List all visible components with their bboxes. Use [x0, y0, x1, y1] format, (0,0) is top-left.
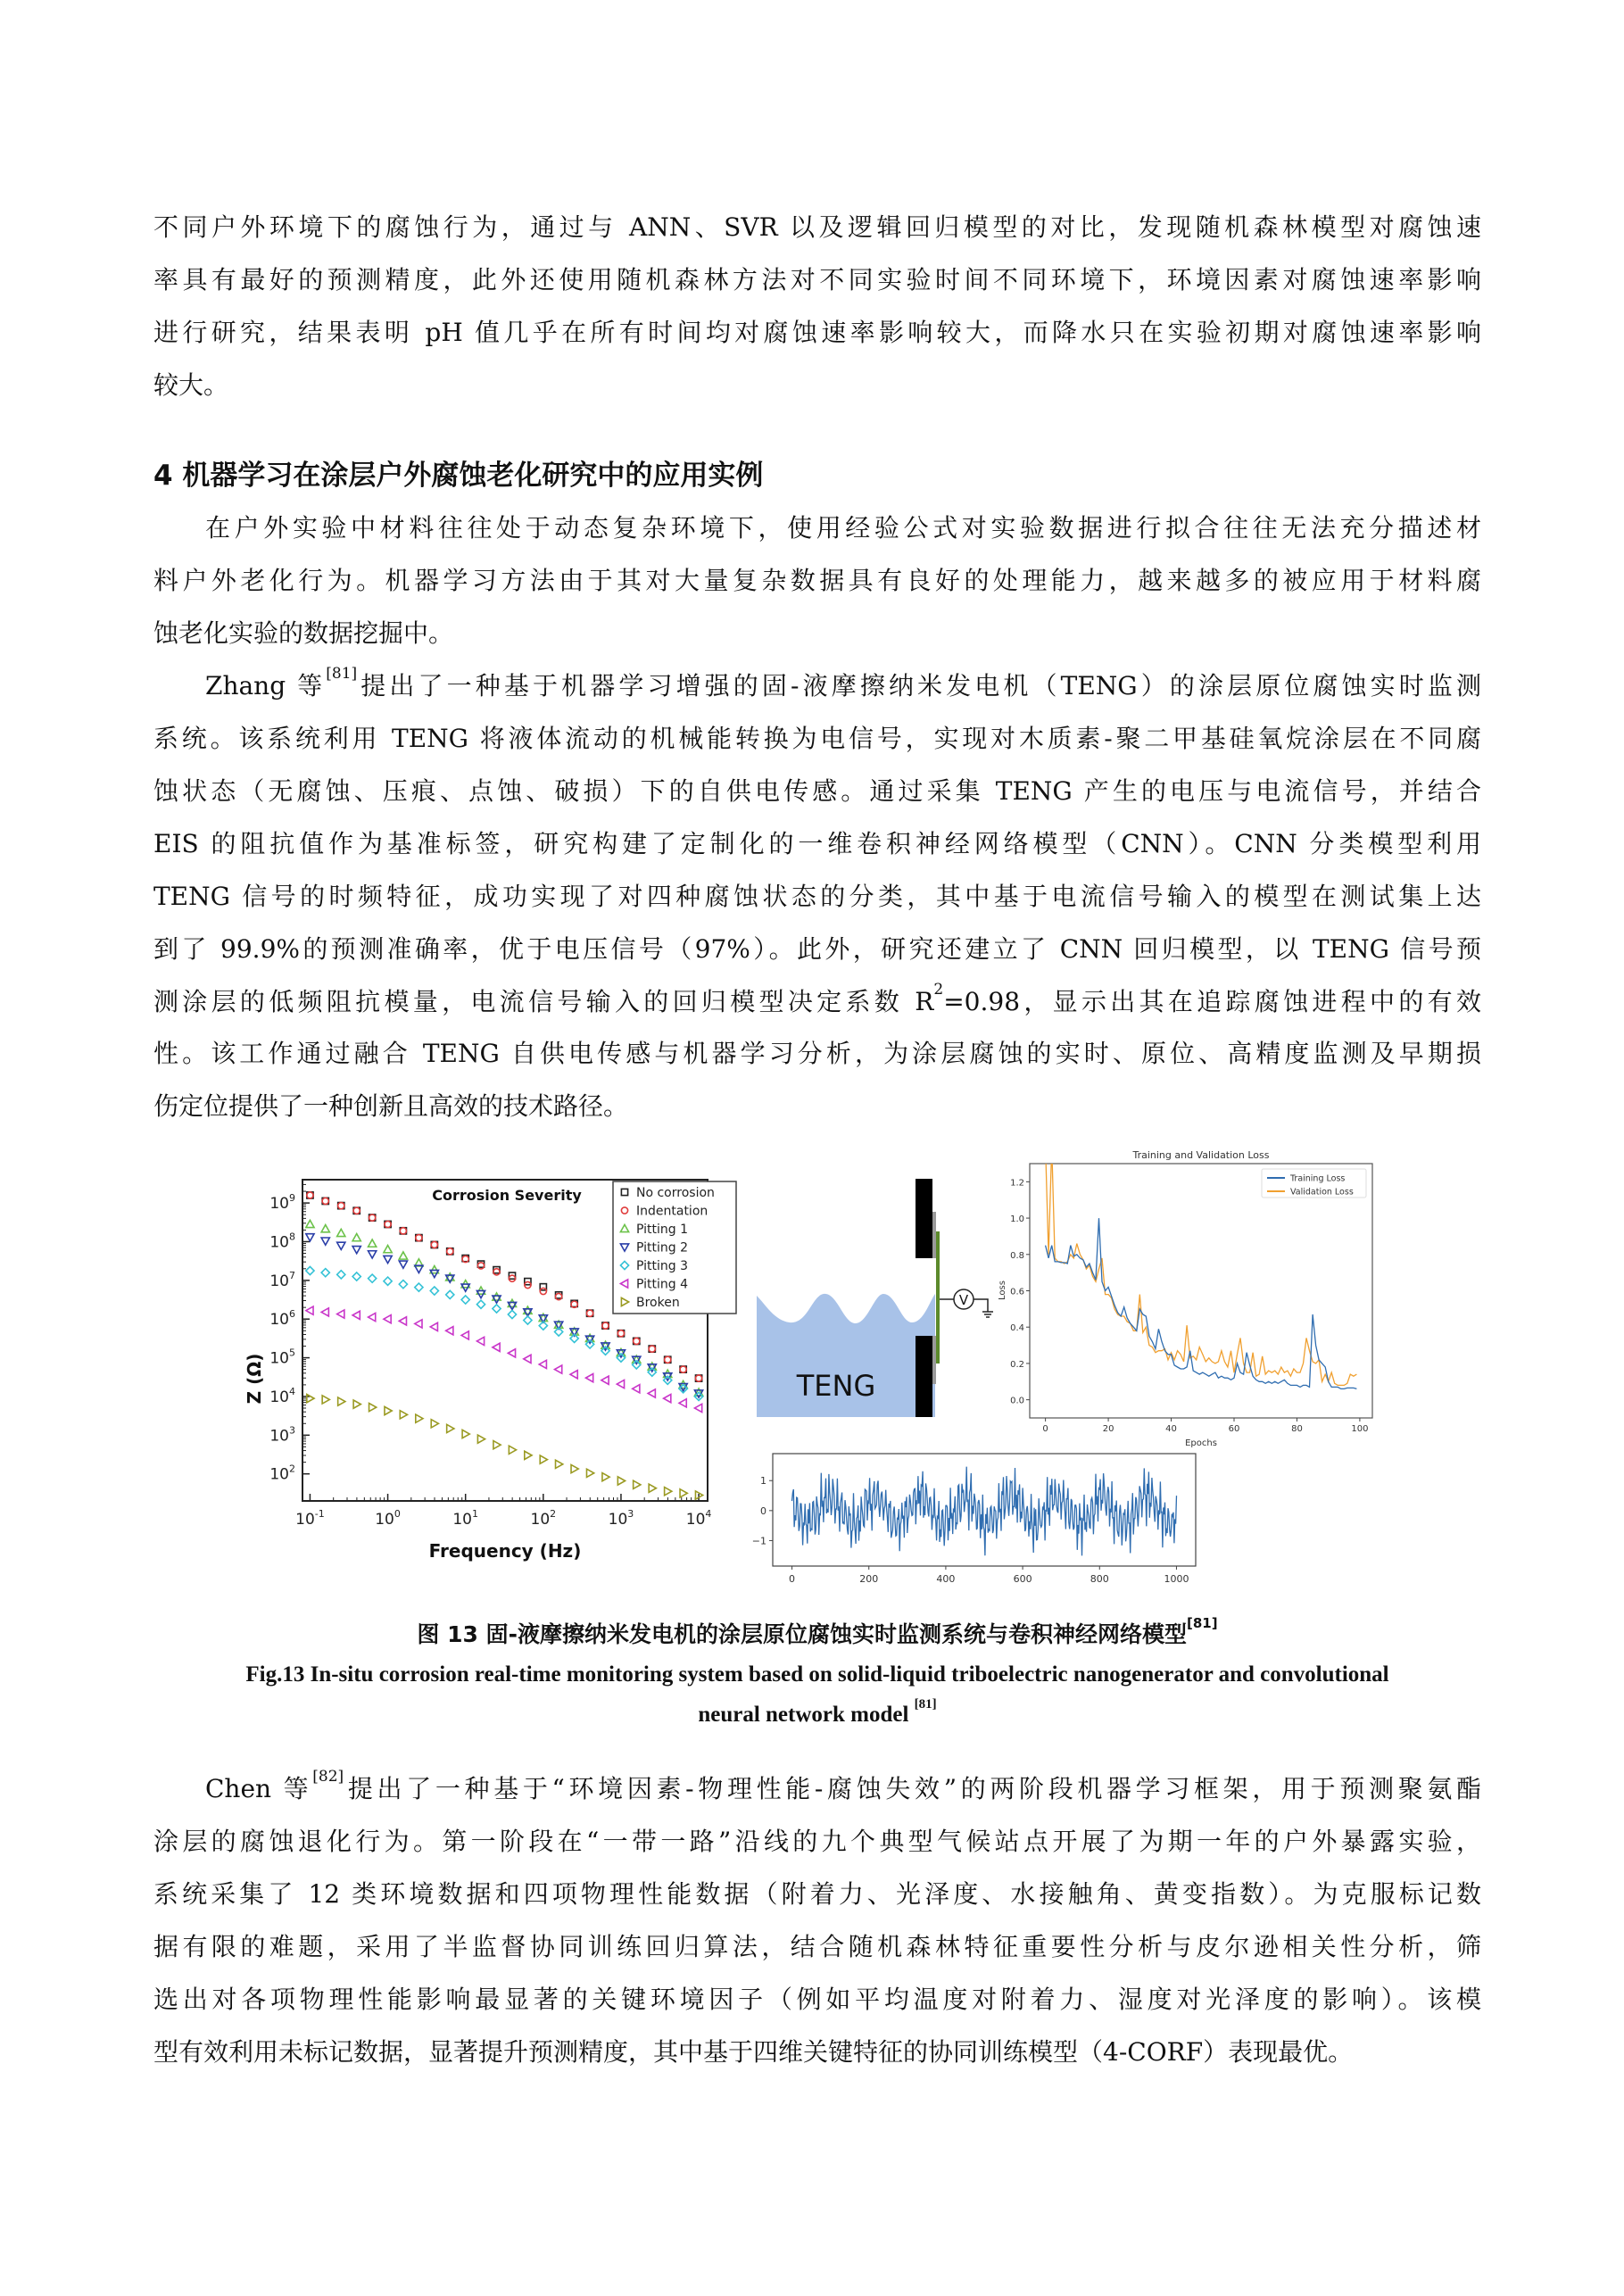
- y-tick-label: $10^5$: [269, 1347, 295, 1368]
- x-tick-label: 0: [789, 1573, 796, 1585]
- voltmeter-label: V: [958, 1292, 969, 1308]
- x-tick-label: $10^0$: [375, 1508, 401, 1529]
- y-tick-label: 0.2: [1010, 1359, 1024, 1370]
- x-tick-label: 100: [1351, 1424, 1369, 1434]
- eis-x-axis-label: Frequency (Hz): [428, 1540, 582, 1562]
- signal-chart: [752, 1454, 1196, 1585]
- text-line: TENG 信号的时频特征，成功实现了对四种腐蚀状态的分类，其中基于电流信号输入的模型在测试集上达: [153, 882, 1481, 911]
- teng-label: TENG: [796, 1369, 876, 1403]
- text-line: 在户外实验中材料往往处于动态复杂环境下，使用经验公式对实验数据进行拟合往往无法充分描述材: [205, 513, 1481, 543]
- text-line: EIS 的阻抗值作为基准标签，研究构建了定制化的一维卷积神经网络模型（CNN）。CNN 分类模型利用: [153, 829, 1481, 858]
- x-tick-label: 0: [1042, 1424, 1048, 1434]
- y-tick-label: $10^9$: [269, 1192, 295, 1214]
- text-line: 性。该工作通过融合 TENG 自供电传感与机器学习分析，为涂层腐蚀的实时、原位、高精度监测及早期损: [153, 1039, 1481, 1068]
- y-tick-label: 0: [760, 1504, 766, 1517]
- caption-text: neural network model: [698, 1703, 915, 1727]
- y-tick-label: $10^2$: [269, 1463, 295, 1484]
- author-name: Zhang 等: [205, 671, 327, 700]
- text-line: 伤定位提供了一种创新且高效的技术路径。: [153, 1091, 629, 1121]
- x-tick-label: 1000: [1164, 1573, 1189, 1585]
- eis-chart: [244, 1180, 736, 1562]
- citation-ref[interactable]: [81]: [1186, 1615, 1218, 1631]
- x-tick-label: 80: [1291, 1424, 1303, 1434]
- y-tick-label: 1.2: [1010, 1178, 1024, 1189]
- citation-ref[interactable]: [82]: [312, 1768, 344, 1786]
- text-line: 蚀老化实验的数据挖掘中。: [153, 618, 454, 648]
- loss-plot-frame: [1030, 1164, 1372, 1418]
- teng-schematic: [757, 1179, 993, 1417]
- loss-x-axis-label: Epochs: [1185, 1438, 1217, 1448]
- eis-chart-title: Corrosion Severity: [432, 1187, 582, 1204]
- legend-label: Pitting 4: [636, 1277, 689, 1292]
- y-tick-label: 1.0: [1010, 1214, 1024, 1225]
- text-line: 涂层的腐蚀退化行为。第一阶段在“一带一路”沿线的九个典型气候站点开展了为期一年的户外暴露实验，: [153, 1827, 1481, 1856]
- legend-label: No corrosion: [636, 1186, 715, 1200]
- caption-text: 图 13 固-液摩擦纳米发电机的涂层原位腐蚀实时监测系统与卷积神经网络模型: [417, 1621, 1187, 1647]
- x-tick-label: 60: [1228, 1424, 1240, 1434]
- legend-label: Pitting 3: [636, 1259, 689, 1273]
- x-tick-label: 200: [859, 1573, 879, 1585]
- citation-ref[interactable]: [81]: [914, 1697, 937, 1712]
- legend-label: Pitting 2: [636, 1240, 689, 1256]
- line-text: 提出了一种基于机器学习增强的固-液摩擦纳米发电机（TENG）的涂层原位腐蚀实时监测: [357, 671, 1481, 700]
- y-tick-label: $10^6$: [269, 1308, 295, 1330]
- ground-icon: [982, 1312, 993, 1317]
- line-text: 测涂层的低频阻抗模量，电流信号输入的回归模型决定系数 R: [153, 987, 934, 1016]
- figure-caption-en-cont: [153, 1697, 1481, 1730]
- text-line: 较大。: [153, 370, 229, 400]
- text-line: 率具有最好的预测精度，此外还使用随机森林方法对不同实验时间不同环境下，环境因素对腐蚀速率影响: [153, 265, 1481, 294]
- y-tick-label: 0.4: [1010, 1323, 1024, 1334]
- y-tick-label: 0.6: [1010, 1287, 1024, 1297]
- figure-caption-en: Fig.13 In-situ corrosion real-time monitoring system based on solid-liquid triboelectric nanogenerator and convolutional: [245, 1662, 1389, 1687]
- text-line: 料户外老化行为。机器学习方法由于其对大量复杂数据具有良好的处理能力，越来越多的被应用于材料腐: [153, 566, 1481, 595]
- x-tick-label: 600: [1013, 1573, 1032, 1585]
- x-tick-label: $10^4$: [685, 1508, 712, 1529]
- x-tick-label: $10^2$: [530, 1508, 557, 1529]
- text-line: 型有效利用未标记数据，显著提升预测精度，其中基于四维关键特征的协同训练模型（4-CORF）表现最优。: [153, 2037, 1354, 2067]
- top-plate: [916, 1179, 932, 1258]
- legend-label: Indentation: [636, 1204, 708, 1219]
- legend-label: Training Loss: [1290, 1173, 1346, 1184]
- text-line: 系统。该系统利用 TENG 将液体流动的机械能转换为电信号，实现对木质素-聚二甲基硅氧烷涂层在不同腐: [153, 724, 1481, 753]
- section-heading: 4 机器学习在涂层户外腐蚀老化研究中的应用实例: [153, 460, 764, 492]
- x-tick-label: $10^3$: [608, 1508, 634, 1529]
- wire: [974, 1299, 988, 1312]
- x-tick-label: 40: [1165, 1424, 1177, 1434]
- x-tick-label: 800: [1090, 1573, 1109, 1585]
- y-tick-label: $10^8$: [269, 1231, 295, 1252]
- y-tick-label: 0.8: [1010, 1250, 1024, 1261]
- eis-y-axis-label: Z (Ω): [244, 1353, 265, 1405]
- text-line: 进行研究，结果表明 pH 值几乎在所有时间均对腐蚀速率影响较大，而降水只在实验初期对腐蚀速率影响: [153, 318, 1481, 347]
- text-line: 系统采集了 12 类环境数据和四项物理性能数据（附着力、光泽度、水接触角、黄变指数）。为克服标记数: [153, 1879, 1481, 1909]
- x-tick-label: $10^{-1}$: [295, 1508, 325, 1529]
- text-line: 到了 99.9%的预测准确率，优于电压信号（97%）。此外，研究还建立了 CNN 回归模型，以 TENG 信号预: [153, 934, 1481, 964]
- legend-label: Broken: [636, 1296, 680, 1310]
- y-tick-label: $10^4$: [269, 1385, 295, 1406]
- loss-y-axis-label: Loss: [998, 1281, 1007, 1300]
- text-line: 据有限的难题，采用了半监督协同训练回归算法，结合随机森林特征重要性分析与皮尔逊相关性分析，筛: [153, 1932, 1481, 1961]
- x-tick-label: 400: [936, 1573, 956, 1585]
- electrode-strip: [936, 1231, 940, 1364]
- line-text: =0.98，显示出其在追踪腐蚀进程中的有效: [943, 987, 1481, 1016]
- figure-caption-cn: [153, 1615, 1481, 1651]
- bottom-plate: [916, 1336, 932, 1417]
- y-tick-label: $10^7$: [269, 1269, 295, 1290]
- citation-ref[interactable]: [81]: [326, 665, 358, 683]
- y-tick-label: 0.0: [1010, 1396, 1024, 1406]
- y-tick-label: 1: [760, 1475, 766, 1488]
- line-text: 提出了一种基于“环境因素-物理性能-腐蚀失效”的两阶段机器学习框架，用于预测聚氨酯: [344, 1774, 1481, 1803]
- text-line: 不同户外环境下的腐蚀行为，通过与 ANN、SVR 以及逻辑回归模型的对比，发现随机森林模型对腐蚀速: [153, 212, 1481, 242]
- y-tick-label: −1: [751, 1535, 766, 1547]
- top-dielectric: [932, 1212, 936, 1258]
- x-tick-label: $10^1$: [452, 1508, 479, 1529]
- superscript: 2: [933, 981, 944, 999]
- text-line: [205, 1768, 1481, 1807]
- x-tick-label: 20: [1102, 1424, 1114, 1434]
- legend-label: Pitting 1: [636, 1223, 689, 1237]
- loss-chart-title: Training and Validation Loss: [1132, 1149, 1270, 1161]
- legend-label: Validation Loss: [1290, 1187, 1354, 1198]
- text-line: 蚀状态（无腐蚀、压痕、点蚀、破损）下的自供电传感。通过采集 TENG 产生的电压与电流信号，并结合: [153, 776, 1481, 806]
- text-line: 选出对各项物理性能影响最显著的关键环境因子（例如平均温度对附着力、湿度对光泽度的影响）。该模: [153, 1985, 1481, 2014]
- y-tick-label: $10^3$: [269, 1424, 295, 1446]
- author-name: Chen 等: [205, 1774, 313, 1803]
- loss-chart: [998, 1146, 1372, 1448]
- bottom-dielectric: [932, 1336, 936, 1384]
